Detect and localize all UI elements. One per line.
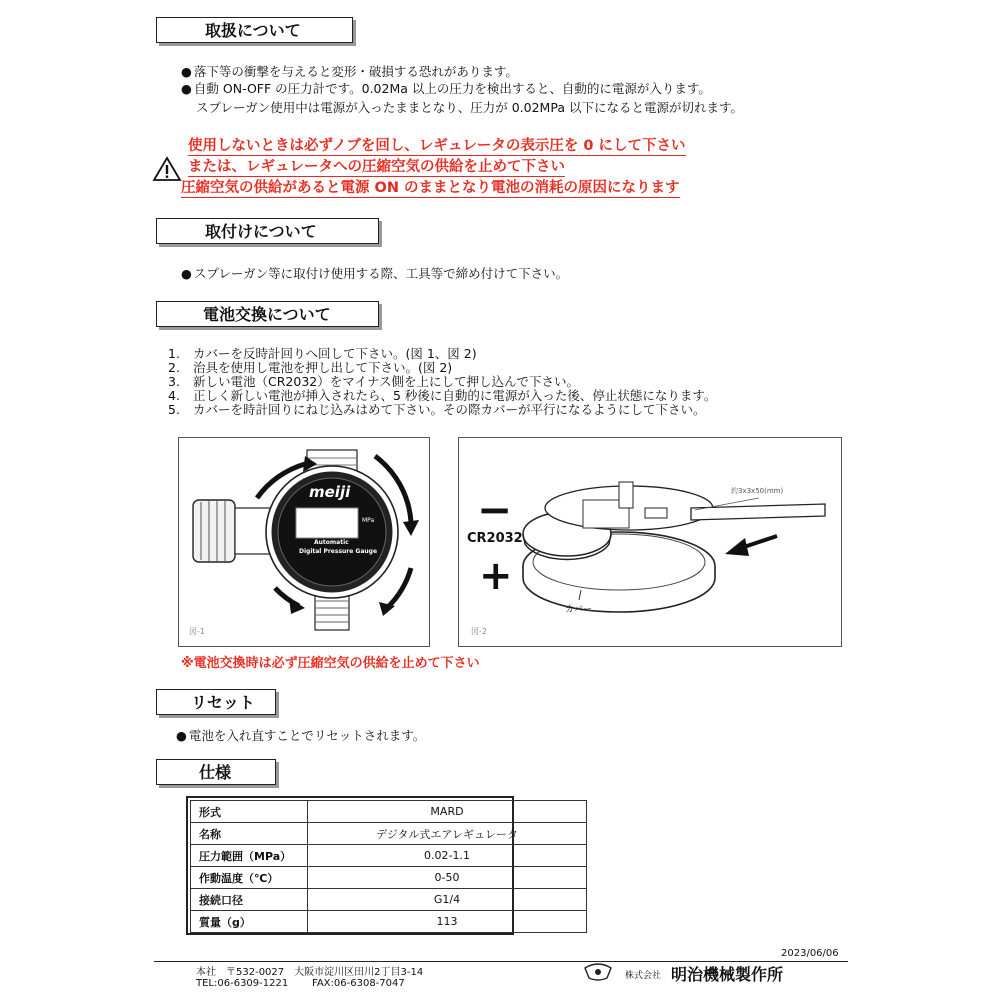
section-title: リセット xyxy=(191,693,255,712)
figure-2 xyxy=(458,437,842,647)
warning-line-2: または、レギュレータへの圧縮空気の供給を止めて下さい xyxy=(188,159,565,175)
company-name: 明治機械製作所 xyxy=(671,965,784,984)
battery-warning: ※電池交換時は必ず圧縮空気の供給を止めて下さい xyxy=(181,656,480,671)
list-item: 1. カバーを反時計回りへ回して下さい。(図 1、図 2) xyxy=(168,346,477,361)
section-title: 仕様 xyxy=(199,763,232,782)
warning-triangle-icon xyxy=(152,156,182,182)
footer-fax: FAX:06-6308-7047 xyxy=(312,978,405,989)
figure-label: 図-2 xyxy=(471,627,487,636)
handling-line-2: ● 自動 ON-OFF の圧力計です。0.02Ma 以上の圧力を検出すると、自動的に電源が入ります。 xyxy=(181,81,711,97)
section-header-battery xyxy=(156,301,379,327)
handling-line-1: ● 落下等の衝撃を与えると変形・破損する恐れがあります。 xyxy=(181,64,518,80)
list-item: 3. 新しい電池（CR2032）をマイナス側を上にして押し込んで下さい。 xyxy=(168,374,579,389)
table-row: 作動温度（℃） 0-50 xyxy=(191,867,587,889)
section-title: 電池交換について xyxy=(203,305,331,324)
company-prefix: 株式会社 xyxy=(625,971,662,981)
warning-line-3: 圧縮空気の供給があると電源 ON のままとなり電池の消耗の原因になります xyxy=(181,180,680,196)
footer-tel: TEL:06-6309-1221 xyxy=(196,978,289,989)
table-row: 接続口径 G1/4 xyxy=(191,889,587,911)
spec-table xyxy=(190,800,587,933)
section-title: 取付けについて xyxy=(205,222,317,241)
section-title: 取扱について xyxy=(205,21,301,40)
footer-address: 本社 〒532-0027 大阪市淀川区田川2丁目3-14 xyxy=(196,967,424,978)
section-header-spec xyxy=(156,759,276,785)
list-item: 2. 治具を使用し電池を押し出して下さい。(図 2) xyxy=(168,360,453,375)
table-row: 質量（g） 113 xyxy=(191,911,587,933)
gauge-unit: MPa xyxy=(362,517,375,524)
section-header-handling xyxy=(156,17,353,43)
list-item: 5. カバーを時計回りにねじ込みはめて下さい。その際カバーが平行になるようにして下さい。 xyxy=(168,402,706,417)
table-row: 形式 MARD xyxy=(191,801,587,823)
handling-line-3: スプレーガン使用中は電源が入ったままとなり、圧力が 0.02MPa 以下になると電源が切れます。 xyxy=(196,100,743,115)
gauge-caption-1: Automatic xyxy=(314,539,349,546)
table-row: 名称 デジタル式エアレギュレータ xyxy=(191,823,587,845)
cover-label: カバー xyxy=(565,605,593,615)
list-item: 4. 正しく新しい電池が挿入されたら、5 秒後に自動的に電源が入った後、停止状態になります。 xyxy=(168,388,717,403)
tool-size-note: 約3x3x50(mm) xyxy=(731,487,784,495)
section-header-reset xyxy=(156,689,276,715)
document-date: 2023/06/06 xyxy=(781,948,839,959)
battery-model-label: CR2032 xyxy=(467,531,523,546)
figure-1 xyxy=(178,437,430,647)
gauge-caption-2: Digital Pressure Gauge xyxy=(299,548,378,555)
section-header-mounting xyxy=(156,218,379,244)
figure-label: 図-1 xyxy=(189,627,205,636)
battery-plus-symbol: + xyxy=(479,553,513,599)
regulator-gauge-illustration xyxy=(179,438,429,646)
battery-steps-list xyxy=(168,347,716,417)
battery-minus-symbol: − xyxy=(477,485,513,534)
company-logo-icon xyxy=(583,962,613,982)
mounting-line: ● スプレーガン等に取付け使用する際、工具等で締め付けて下さい。 xyxy=(181,266,568,282)
gauge-brand-logo: meiji xyxy=(309,483,351,501)
reset-line: ● 電池を入れ直すことでリセットされます。 xyxy=(176,728,425,744)
warning-line-1: 使用しないときは必ずノブを回し、レギュレータの表示圧を 0 にして下さい xyxy=(188,138,686,154)
table-row: 圧力範囲（MPa） 0.02-1.1 xyxy=(191,845,587,867)
